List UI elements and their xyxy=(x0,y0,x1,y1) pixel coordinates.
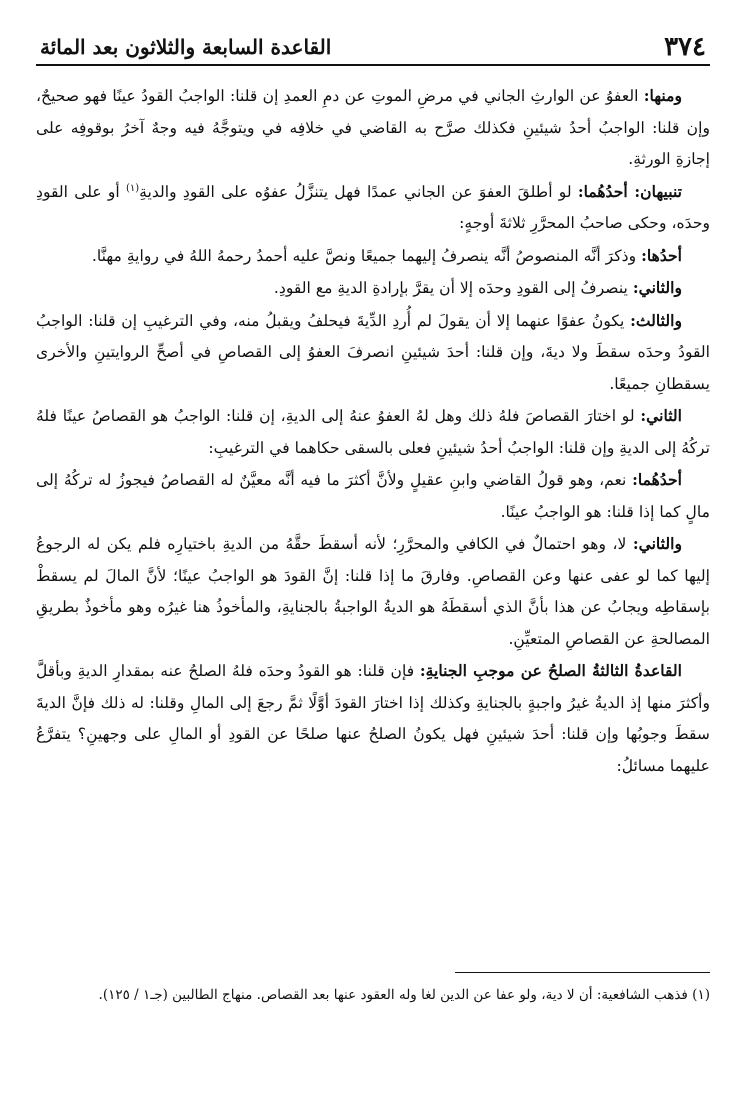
paragraph-text: لو اختارَ القصاصَ فلهُ ذلك وهل لهُ العفوُ عنهُ إلى الديةِ، إن قلنا: الواجبُ هو القصاصُ عينًا فلهُ تركُهُ إلى الديةِ وإن قلنا: الواجبُ أحدُ شيئينِ فعلى بالسقى حكاهما في الترغيبِ: xyxy=(36,407,710,457)
paragraph-lead: القاعدةُ الثالثةُ الصلحُ عن موجبِ الجنايةِ: xyxy=(419,661,682,680)
paragraph-lead: أحدُها: xyxy=(641,245,682,265)
paragraph-text: ينصرفُ إلى القودِ وحدَه إلا أن يقرَّ بإرادةِ الديةِ مع القودِ. xyxy=(273,279,633,297)
paragraph-lead: أحدُهُما: xyxy=(632,470,682,489)
footnote: (١) فذهب الشافعية: أن لا دية، ولو عفا عن الدين لغا وله العقود عنها بعد القصاص. منهاج الطالبين (جـ١ / ١٢٥). xyxy=(98,987,710,1003)
paragraph-text: لا، وهو احتمالٌ في الكافي والمحرَّرِ؛ لأنه أسقطَ حقَّهُ من الديةِ باختيارِه فلم يكن له الرجوعُ إليها كما لو عفى عنها وعن القصاصِ. وفارقَ ما إذا قلنا: إنَّ القودَ هو الواجبُ عينًا؛ لأنَّ المالَ لم يسقطْ بإسقاطِه ويجابُ عن هذا بأنَّ الذي أسقطَهُ هو الديةُ الواجبةُ بالجنايةِ، والمأخوذُ هنا غيرُه وهو مأخوذٌ بطريقِ المصالحةِ عن القصاصِ المتعيِّنِ. xyxy=(36,535,710,648)
paragraph-text: فإن قلنا: هو القودُ وحدَه فلهُ الصلحُ عنه بمقدارِ الديةِ وبأقلَّ وأكثرَ منها إذ الديةُ غيرُ واجبةٍ بالجنايةِ وكذلك إذا اختارَ القودَ أوَّلًا ثمَّ رجعَ إلى المالِ وقلنا: له ذلك فإنَّ الديةَ سقطَ وجوبُها وإن قلنا: أحدَ شيئينِ فهل يكونُ الصلحُ عنها صلحًا عن القودِ أو المالِ على وجهينِ؟ يتفرَّعُ عليهما مسائلُ: xyxy=(36,662,710,775)
paragraph-lead: والثالث: xyxy=(630,310,682,330)
footnote-divider xyxy=(455,972,710,973)
paragraph-text: العفوُ عن الوارثِ الجاني في مرضِ الموتِ عن دمِ العمدِ إن قلنا: الواجبُ القودُ عينًا فهو صحيحٌ، وإن قلنا: الواجبُ أحدُ شيئينِ فكذلك صرَّح به القاضي في خلافِه في ويتوجَّهُ فيه وجهٌ آخرُ بوقوفِه على إجازةِ الورثةِ. xyxy=(36,87,710,168)
paragraph-text: نعم، وهو قولُ القاضي وابنِ عقيلٍ ولأنَّ أكثرَ ما فيه أنَّه معيَّنٌ له القصاصُ فيجوزُ له تركُهُ إلى مالٍ كما إذا قلنا: هو الواجبُ عينًا. xyxy=(36,471,710,521)
paragraph-text: لو أطلقَ العفوَ عن الجاني عمدًا فهل يتنزَّلُ عفوُه على القودِ والديةِ xyxy=(139,182,578,201)
paragraph xyxy=(36,464,710,528)
paragraph xyxy=(36,240,710,273)
paragraph-text: يكونُ عفوًا عنهما إلا أن يقولَ لم أُردِ الدِّيةَ فيحلفُ ويقبلُ منه، وفي الترغيبِ إن قلنا: الواجبُ القودُ وحدَه سقطَ ولا ديةَ، وإن قلنا: أحدَ شيئينِ انصرفَ العفوُ إلى القصاصِ في أصحِّ الروايتينِ والأخرى يسقطانِ جميعًا. xyxy=(36,311,710,393)
paragraph-lead: تنبيهان: أحدُهُما: xyxy=(577,181,683,201)
paragraph xyxy=(36,272,710,305)
page xyxy=(36,26,710,782)
footnotes xyxy=(36,972,710,1009)
paragraph-text: وذكرَ أنَّه المنصوصُ أنَّه ينصرفُ إليهما جميعًا ونصَّ عليه أحمدُ رحمهُ اللهُ في روايةِ مهنَّا. xyxy=(91,246,642,265)
footnote-reference[interactable]: (١) xyxy=(125,182,140,194)
paragraph xyxy=(36,528,710,655)
paragraph-lead: والثاني: xyxy=(632,534,682,553)
running-title: القاعدة السابعة والثلاثون بعد المائة xyxy=(40,35,332,59)
page-number: ٣٧٤ xyxy=(664,32,706,62)
paragraph xyxy=(36,400,710,464)
paragraph xyxy=(36,176,710,240)
paragraph xyxy=(36,655,710,782)
paragraph-lead: الثاني: xyxy=(640,406,682,425)
body-text xyxy=(36,80,710,782)
paragraph-text-continued: أو على القودِ وحدَه، وحكى صاحبُ المحرَّرِ ثلاثةَ أوجهٍ: xyxy=(36,182,710,232)
paragraph xyxy=(36,305,710,401)
page-header xyxy=(36,26,710,66)
paragraph-lead: ومنها: xyxy=(643,86,682,105)
paragraph xyxy=(36,80,710,176)
paragraph-lead: والثاني: xyxy=(632,278,682,297)
